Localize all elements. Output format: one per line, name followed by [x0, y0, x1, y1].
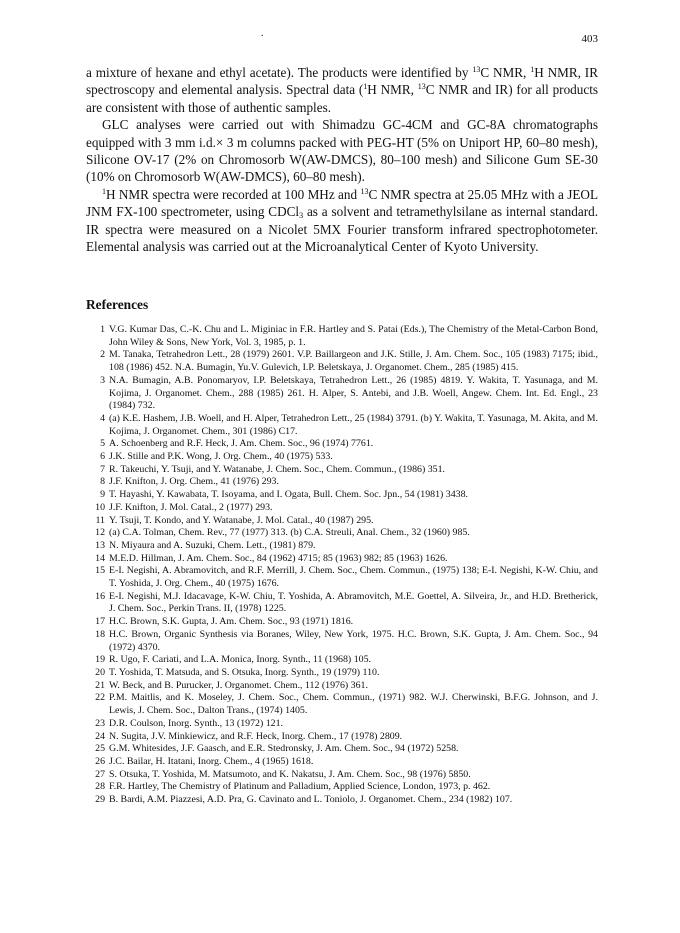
reference-item: [86, 680, 598, 693]
reference-item: [86, 413, 598, 438]
reference-number: 14: [95, 552, 105, 564]
reference-number: 20: [95, 666, 105, 678]
reference-number: 22: [95, 692, 105, 704]
reference-item: [86, 692, 598, 717]
reference-item: [86, 616, 598, 629]
reference-item: [86, 324, 598, 349]
reference-number: 9: [100, 489, 105, 501]
paragraph-nmr: $^1$H NMR spectra were recorded at 100 MHz and $^{13}$C NMR spectra at 25.05 MHz with a JEOL JNM FX-100 spectrometer, using CDCl$_3$ as a solvent and tetramethylsilane as internal standard. IR spectra were measured on a Nicolet 5MX Fourier transform infrared spectrophotometer. Elemental analysis was carried out at the Microanalytical Center of Kyoto University.: [86, 186, 598, 255]
reference-number: 3: [100, 374, 105, 386]
reference-item: [86, 476, 598, 489]
reference-text: (a) C.A. Tolman, Chem. Rev., 77 (1977) 313. (b) C.A. Streuli, Anal. Chem., 32 (1960) 985.: [109, 527, 470, 539]
reference-item: [86, 794, 598, 807]
reference-number: 11: [95, 514, 105, 526]
paragraph-products: a mixture of hexane and ethyl acetate). The products were identified by $^{13}$C NMR, $^1$H NMR, IR spectroscopy and elemental analysis. Spectral data ($^1$H NMR, $^{13}$C NMR and IR) for all products are consistent with those of authentic samples.: [86, 65, 598, 115]
references-list: [86, 324, 598, 807]
reference-number: 29: [95, 794, 105, 806]
reference-number: 24: [95, 730, 105, 742]
reference-item: [86, 540, 598, 553]
reference-item: [86, 515, 598, 528]
reference-number: 21: [95, 679, 105, 691]
reference-item: [86, 438, 598, 451]
reference-number: 25: [95, 743, 105, 755]
reference-number: 2: [100, 349, 105, 361]
reference-item: [86, 756, 598, 769]
reference-text: N. Miyaura and A. Suzuki, Chem. Lett., (1981) 879.: [109, 539, 316, 551]
reference-text: E-I. Negishi, A. Abramovitch, and R.F. Merrill, J. Chem. Soc., Chem. Commun., (1975) 138; E-I. Negishi, K-W. Chiu, and T. Yoshida, J. Org. Chem., 40 (1975) 1676.: [109, 565, 598, 590]
reference-text: H.C. Brown, Organic Synthesis via Boranes, Wiley, New York, 1975. H.C. Brown, S.K. Gupta, J. Am. Chem. Soc., 94 (1972) 4370.: [109, 628, 598, 653]
reference-item: [86, 502, 598, 515]
reference-text: R. Takeuchi, Y. Tsuji, and Y. Watanabe, J. Chem. Soc., Chem. Commun., (1986) 351.: [109, 463, 446, 475]
reference-number: 10: [95, 501, 105, 513]
reference-number: 17: [95, 616, 105, 628]
reference-text: M.E.D. Hillman, J. Am. Chem. Soc., 84 (1962) 4715; 85 (1963) 982; 85 (1963) 1626.: [109, 552, 448, 564]
reference-number: 6: [100, 451, 105, 463]
reference-item: [86, 781, 598, 794]
references-heading: References: [86, 297, 149, 312]
reference-item: [86, 629, 598, 654]
reference-text: T. Yoshida, T. Matsuda, and S. Otsuka, Inorg. Synth., 19 (1979) 110.: [109, 666, 380, 678]
page-number: 403: [581, 33, 598, 45]
reference-text: N. Sugita, J.V. Minkiewicz, and R.F. Heck, Inorg. Chem., 17 (1978) 2809.: [109, 730, 403, 742]
reference-text: E-I. Negishi, M.J. Idacavage, K-W. Chiu, T. Yoshida, A. Abramovitch, M.E. Goettel, A. Silveira, Jr., and H.D. Bretherick, J. Chem. Soc., Perkin Trans. II, (1978) 1225.: [109, 590, 598, 615]
reference-item: [86, 489, 598, 502]
reference-text: M. Tanaka, Tetrahedron Lett., 28 (1979) 2601. V.P. Baillargeon and J.K. Stille, J. Am. Chem. Soc., 105 (1983) 7175; ibid., 108 (1986) 452. N.A. Bumagin, Yu.V. Gulevich, I.P. Beletskaya, J. Organomet. Chem., 285 (1985) 415.: [109, 349, 598, 374]
reference-text: W. Beck, and B. Purucker, J. Organomet. Chem., 112 (1976) 361.: [109, 679, 368, 691]
reference-number: 8: [100, 476, 105, 488]
reference-number: 28: [95, 781, 105, 793]
reference-item: [86, 667, 598, 680]
reference-text: P.M. Maitlis, and K. Moseley, J. Chem. Soc., Chem. Commun., (1971) 982. W.J. Cherwinski, B.F.G. Johnson, and J. Lewis, J. Chem. Soc., Dalton Trans., (1974) 1405.: [109, 692, 598, 717]
reference-text: B. Bardi, A.M. Piazzesi, A.D. Pra, G. Cavinato and L. Toniolo, J. Organomet. Chem., 234 (1982) 107.: [109, 794, 513, 806]
paragraph-glc: GLC analyses were carried out with Shimadzu GC-4CM and GC-8A chromatographs equipped with 3 mm i.d.× 3 m columns packed with PEG-HT (5% on Uniport HP, 60–80 mesh), Silicone OV-17 (2% on Chromosorb W(AW-DMCS), 80–100 mesh) and Silicone Gum SE-30 (10% on Chromosorb W(AW-DMCS), 60–80 mesh).: [86, 117, 598, 185]
reference-text: J.F. Knifton, J. Org. Chem., 41 (1976) 293.: [109, 476, 279, 488]
reference-item: [86, 731, 598, 744]
reference-text: G.M. Whitesides, J.F. Gaasch, and E.R. Stedronsky, J. Am. Chem. Soc., 94 (1972) 5258.: [109, 743, 459, 755]
body-text: [86, 64, 598, 255]
reference-text: (a) K.E. Hashem, J.B. Woell, and H. Alper, Tetrahedron Lett., 25 (1984) 3791. (b) Y. Wakita, T. Yasunaga, M. Akita, and M. Kojima, J. Organomet. Chem., 301 (1986) C17.: [109, 412, 598, 437]
reference-text: A. Schoenberg and R.F. Heck, J. Am. Chem. Soc., 96 (1974) 7761.: [109, 438, 374, 450]
reference-item: [86, 464, 598, 477]
reference-text: J.C. Bailar, H. Itatani, Inorg. Chem., 4 (1965) 1618.: [109, 755, 314, 767]
reference-item: [86, 527, 598, 540]
reference-item: [86, 769, 598, 782]
reference-number: 7: [100, 463, 105, 475]
reference-number: 27: [95, 768, 105, 780]
header-dot: .: [261, 28, 264, 39]
reference-item: [86, 591, 598, 616]
reference-text: S. Otsuka, T. Yoshida, M. Matsumoto, and K. Nakatsu, J. Am. Chem. Soc., 98 (1976) 5850.: [109, 768, 471, 780]
reference-text: H.C. Brown, S.K. Gupta, J. Am. Chem. Soc., 93 (1971) 1816.: [109, 616, 354, 628]
reference-item: [86, 451, 598, 464]
reference-item: [86, 349, 598, 374]
reference-number: 16: [95, 590, 105, 602]
reference-number: 26: [95, 755, 105, 767]
reference-number: 1: [100, 324, 105, 335]
reference-item: [86, 553, 598, 566]
reference-text: T. Hayashi, Y. Kawabata, T. Isoyama, and I. Ogata, Bull. Chem. Soc. Jpn., 54 (1981) 3438.: [109, 489, 468, 501]
reference-number: 19: [95, 654, 105, 666]
reference-number: 12: [95, 527, 105, 539]
reference-text: F.R. Hartley, The Chemistry of Platinum and Palladium, Applied Science, London, 1973, p. 462.: [109, 781, 491, 793]
reference-number: 5: [100, 438, 105, 450]
reference-number: 23: [95, 717, 105, 729]
reference-text: Y. Tsuji, T. Kondo, and Y. Watanabe, J. Mol. Catal., 40 (1987) 295.: [109, 514, 374, 526]
reference-text: D.R. Coulson, Inorg. Synth., 13 (1972) 121.: [109, 717, 284, 729]
reference-text: J.K. Stille and P.K. Wong, J. Org. Chem., 40 (1975) 533.: [109, 451, 333, 463]
reference-item: [86, 565, 598, 590]
reference-item: [86, 375, 598, 413]
reference-text: J.F. Knifton, J. Mol. Catal., 2 (1977) 293.: [109, 501, 273, 513]
reference-text: V.G. Kumar Das, C.-K. Chu and L. Miginiac in F.R. Hartley and S. Patai (Eds.), The Chemistry of the Metal-Carbon Bond, John Wiley & Sons, New York, Vol. 3, 1985, p. 1.: [109, 324, 598, 348]
reference-item: [86, 654, 598, 667]
reference-text: N.A. Bumagin, A.B. Ponomaryov, I.P. Beletskaya, Tetrahedron Lett., 26 (1985) 4819. Y. Wakita, T. Yasunaga, and M. Kojima, J. Organomet. Chem., 288 (1985) 261. H. Alper, S. Antebi, and J.B. Woell, Angew. Chem. Int. Ed. Engl., 23 (1984) 732.: [109, 374, 598, 412]
reference-item: [86, 743, 598, 756]
reference-number: 13: [95, 539, 105, 551]
reference-number: 18: [95, 628, 105, 640]
reference-number: 4: [100, 412, 105, 424]
reference-text: R. Ugo, F. Cariati, and L.A. Monica, Inorg. Synth., 11 (1968) 105.: [109, 654, 371, 666]
reference-number: 15: [95, 565, 105, 577]
reference-item: [86, 718, 598, 731]
